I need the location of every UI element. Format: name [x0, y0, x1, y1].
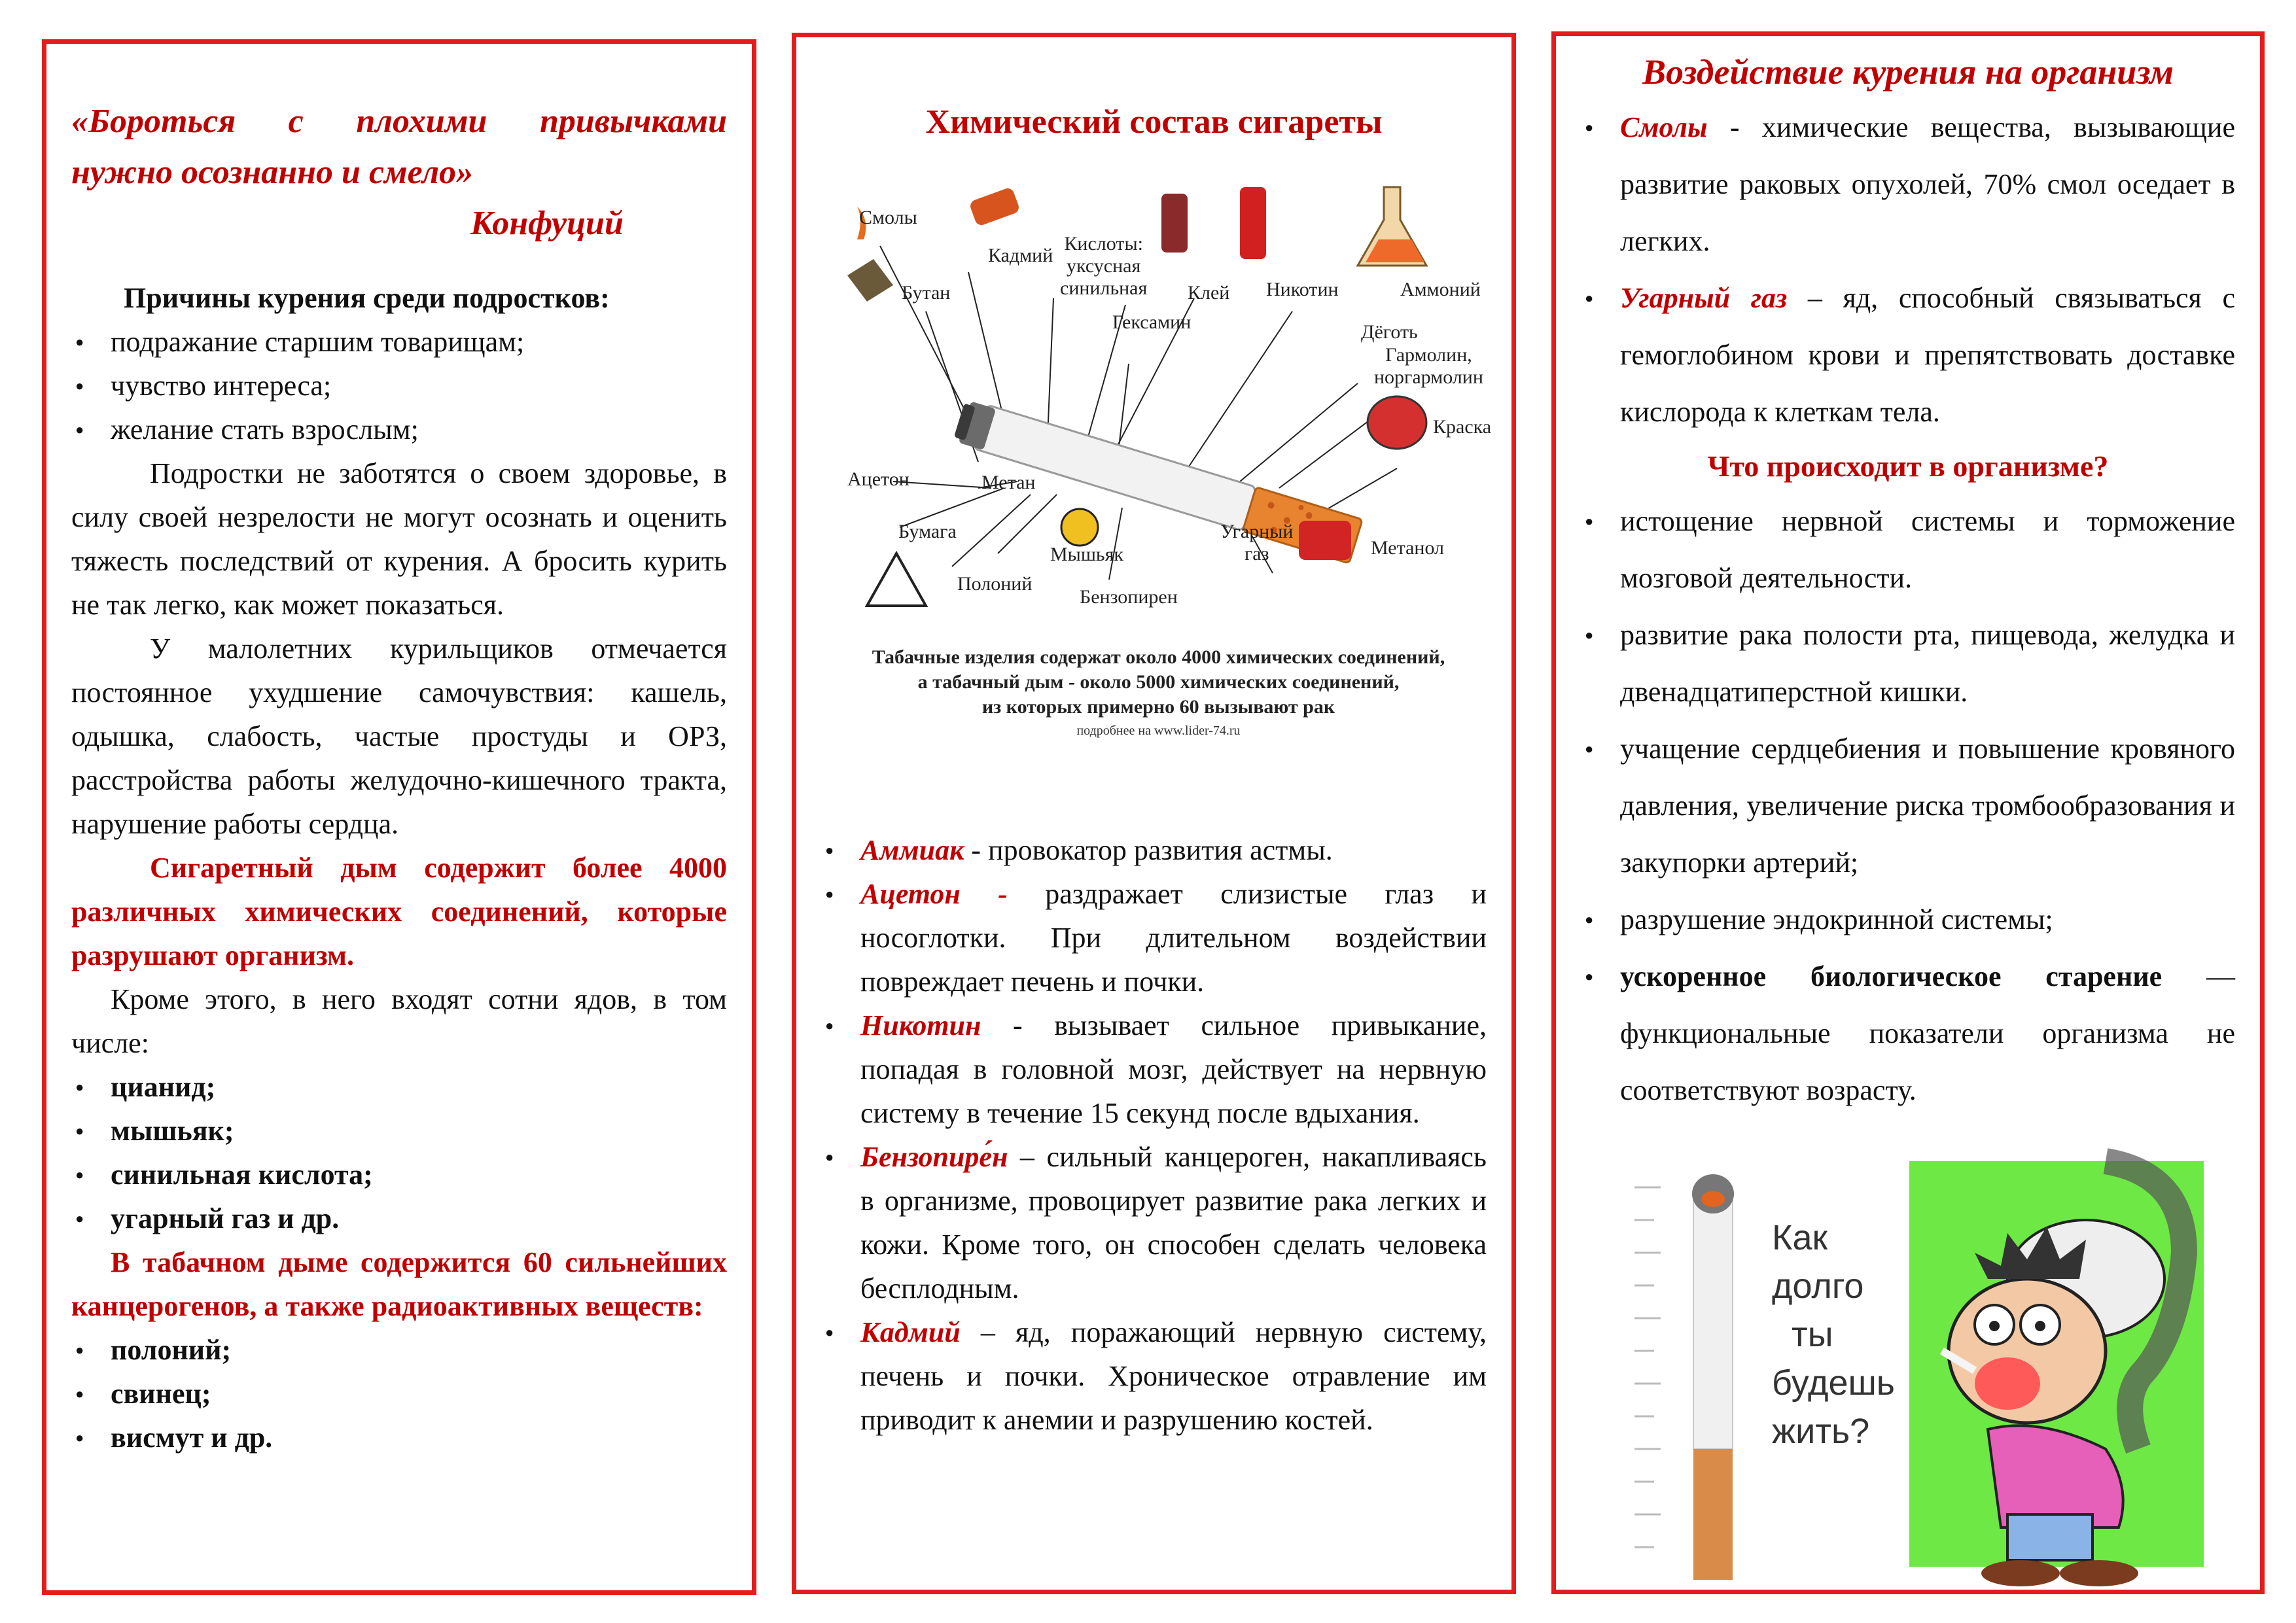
- label-kadmiy: Кадмий: [988, 245, 1053, 266]
- reasons-list: [71, 320, 727, 451]
- label-aceton: Ацетон: [847, 468, 910, 490]
- left-panel: [42, 39, 756, 1595]
- paragraph-smoke: Сигаретный дым содержит более 4000 различных химических соединений, которые разрушают организм.: [71, 852, 727, 971]
- list-item: ● истощение нервной системы и торможение мозговой деятельности.: [1581, 493, 2235, 606]
- list-item: ● Кадмий – яд, поражающий нервную систему, печень и почки. Хроническое отравление им приводит к анемии и разрушению костей.: [821, 1310, 1487, 1442]
- label-ugarny: Угарный газ: [1220, 521, 1294, 565]
- organism-list: [1581, 493, 2235, 1119]
- paragraph-teens: Подростки не заботятся о своем здоровье, в силу своей незрелости не могут осознать и оценить тяжесть последствий от курения. А бросить курить не так легко, как может показаться.: [71, 457, 727, 621]
- list-item: ● разрушение эндокринной системы;: [1581, 891, 2235, 948]
- list-item: ● Бензопире́н – сильный канцероген, накапливаясь в организме, провоцирует развитие рака легких и кожи. Кроме того, он способен сделать человека бесплодным.: [821, 1135, 1487, 1310]
- label-poloniy: Полоний: [957, 573, 1033, 595]
- label-smoly: Смолы: [859, 207, 917, 228]
- cigarette-diagram: [821, 148, 1496, 789]
- label-metanol: Метанол: [1371, 537, 1445, 559]
- label-nikotin: Никотин: [1266, 279, 1339, 300]
- list-item: ● Смолы - химические вещества, вызывающие развитие раковых опухолей, 70% смол оседает в легких.: [1581, 99, 2235, 270]
- list-item: ● учащение сердцебиения и повышение кровяного давления, увеличение риска тромбообразования и закупорки артерий;: [1581, 720, 2235, 891]
- list-item: ● чувство интереса;: [71, 364, 727, 408]
- diagram-caption-1: Табачные изделия содержат около 4000 химических соединений,: [872, 646, 1445, 668]
- label-geksamin: Гексамин: [1112, 311, 1192, 333]
- diagram-source: подробнее на www.lider-74.ru: [1076, 724, 1241, 738]
- diagram-caption-3: из которых примерно 60 вызывают рак: [981, 696, 1335, 718]
- list-item: ● Угарный газ – яд, способный связываться с гемоглобином крови и препятствовать доставке кислорода к клеткам тела.: [1581, 270, 2235, 440]
- list-item: ● свинец;: [71, 1372, 727, 1416]
- quote-line-2: нужно осознанно и смело»: [71, 154, 474, 191]
- label-klei: Клей: [1188, 282, 1230, 304]
- paragraph-poisons: Кроме этого, в него входят сотни ядов, в том числе:: [71, 983, 727, 1059]
- list-item: ● синильная кислота;: [71, 1153, 727, 1196]
- list-item: ● полоний;: [71, 1328, 727, 1372]
- list-item: ● развитие рака полости рта, пищевода, желудка и двенадцатиперстной кишки.: [1581, 606, 2235, 720]
- list-item: ● ускоренное биологическое старение — функциональные показатели организма не соответствуют возрасту.: [1581, 948, 2235, 1119]
- paragraph-symptoms: У малолетних курильщиков отмечается постоянное ухудшение самочувствия: кашель, одышка, слабость, частые простуды и ОРЗ, расстройства работы желудочно-кишечного тракта, нарушение работы сердца.: [71, 633, 727, 840]
- label-garmolin: Гармолин, норгармолин: [1374, 344, 1483, 388]
- cartoon-caption: Как долго ты будешь жить?: [1772, 1218, 1895, 1451]
- label-kisloty: Кислоты: уксусная синильная: [1060, 233, 1148, 299]
- diagram-caption-2: а табачный дым - около 5000 химических соединений,: [917, 671, 1400, 693]
- poisons-list: [71, 1065, 727, 1240]
- cartoon-smoker-image: [1909, 1135, 2204, 1586]
- list-item: ● подражание старшим товарищам;: [71, 320, 727, 364]
- composition-title: Химический состав сигареты: [925, 103, 1383, 141]
- list-item: ● Ацетон - раздражает слизистые глаз и носоглотки. При длительном воздействии повреждает печень и почки.: [821, 872, 1487, 1003]
- middle-panel: [792, 33, 1516, 1594]
- label-benzopiren: Бензопирен: [1080, 586, 1178, 608]
- effects-title: Воздействие курения на организм: [1642, 52, 2174, 92]
- label-bumaga: Бумага: [898, 521, 957, 542]
- list-item: ● желание стать взрослым;: [71, 408, 727, 451]
- label-kraska: Краска: [1433, 416, 1492, 438]
- list-item: ● цианид;: [71, 1065, 727, 1109]
- reasons-heading: Причины курения среди подростков:: [124, 282, 610, 314]
- list-item: ● висмут и др.: [71, 1416, 727, 1459]
- label-butan: Бутан: [902, 282, 951, 304]
- organism-subheading: Что происходит в организме?: [1707, 449, 2109, 483]
- right-panel: [1551, 31, 2265, 1594]
- effects-list: [1581, 99, 2235, 440]
- list-item: ● Никотин - вызывает сильное привыкание, попадая в головной мозг, действует на нервную систему в течение 15 секунд после вдыхания.: [821, 1003, 1487, 1135]
- list-item: ● Аммиак - провокатор развития астмы.: [821, 828, 1487, 872]
- label-ammoniy: Аммоний: [1400, 279, 1481, 300]
- paragraph-carcinogens: В табачном дыме содержится 60 сильнейших канцерогенов, а также радиоактивных веществ:: [71, 1246, 727, 1322]
- list-item: ● мышьяк;: [71, 1109, 727, 1153]
- label-myshyak: Мышьяк: [1050, 544, 1123, 565]
- list-item: ● угарный газ и др.: [71, 1196, 727, 1240]
- radioactive-list: [71, 1328, 727, 1459]
- label-metan: Метан: [981, 472, 1036, 493]
- quote-line-1: «Бороться с плохими привычками: [71, 103, 727, 140]
- label-degot: Дёготь: [1361, 321, 1418, 343]
- chemicals-list: [821, 828, 1487, 1442]
- quote-author: Конфуций: [470, 205, 624, 242]
